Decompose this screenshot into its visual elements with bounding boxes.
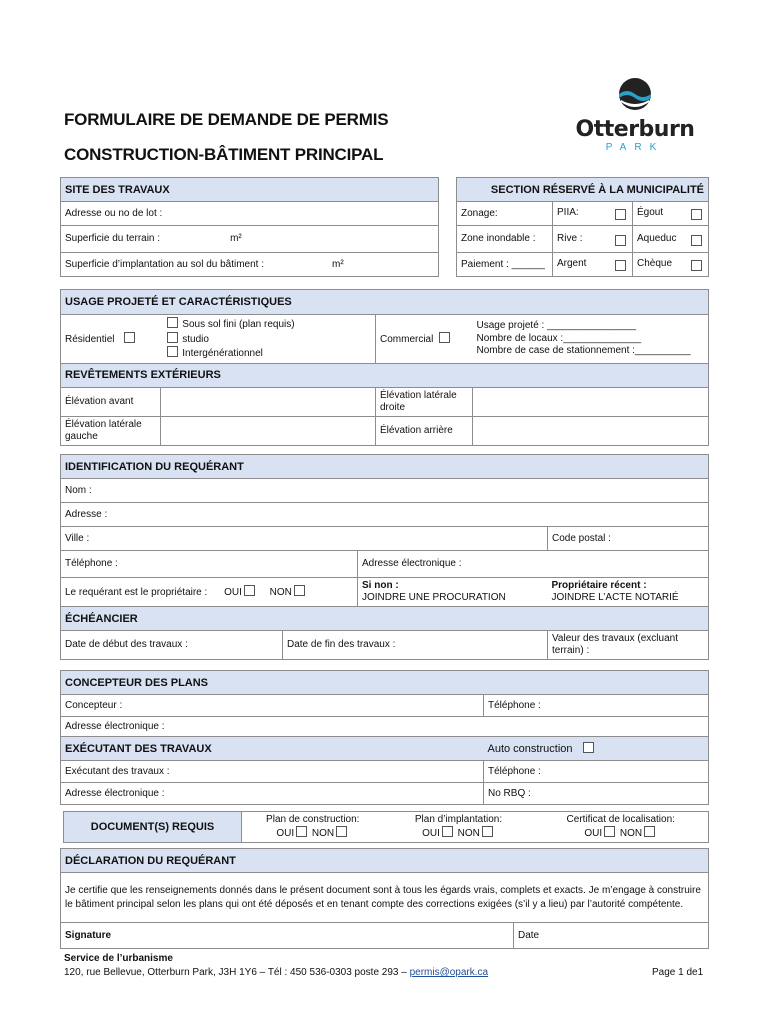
elevation-gauche-field[interactable] bbox=[161, 416, 376, 445]
form-subtitle: CONSTRUCTION-BÂTIMENT PRINCIPAL bbox=[64, 145, 384, 164]
concepteur-field[interactable]: Concepteur : bbox=[61, 695, 484, 717]
executant-courriel-field[interactable]: Adresse électronique : bbox=[61, 783, 484, 805]
argent-field[interactable]: Argent bbox=[553, 253, 633, 277]
plan-construction-option: Plan de construction: OUI NON bbox=[242, 812, 384, 843]
paiement-field[interactable]: Paiement : ______ bbox=[457, 253, 553, 277]
checkbox[interactable] bbox=[615, 209, 626, 220]
signature-field[interactable]: Signature bbox=[61, 923, 514, 949]
executant-header: EXÉCUTANT DES TRAVAUX bbox=[61, 737, 484, 761]
checkbox[interactable] bbox=[336, 826, 347, 837]
requerant-header: IDENTIFICATION DU REQUÉRANT bbox=[61, 455, 709, 479]
documents-table bbox=[63, 811, 709, 843]
footer-service: Service de l’urbanisme bbox=[64, 953, 173, 964]
telephone-field[interactable]: Téléphone : bbox=[61, 551, 358, 578]
aqueduc-field[interactable]: Aqueduc bbox=[633, 226, 709, 253]
requerant-table bbox=[60, 454, 709, 660]
checkbox[interactable] bbox=[439, 332, 450, 343]
site-address[interactable]: Adresse ou no de lot : bbox=[61, 202, 439, 226]
commercial-option[interactable]: Commercial bbox=[376, 315, 473, 364]
rive-field[interactable]: Rive : bbox=[553, 226, 633, 253]
otterburn-logo bbox=[565, 74, 705, 156]
certificat-option: Certificat de localisation: OUI NON bbox=[534, 812, 709, 843]
si-non-note: Si non : JOINDRE UNE PROCURATION bbox=[358, 578, 548, 607]
elevation-avant-field[interactable] bbox=[161, 387, 376, 416]
usage-table bbox=[60, 289, 709, 446]
site-header: SITE DES TRAVAUX bbox=[61, 178, 439, 202]
documents-header: DOCUMENT(S) REQUIS bbox=[64, 812, 242, 843]
elevation-droite-label: Élévation latérale droite bbox=[376, 387, 473, 416]
zone-inondable-field[interactable]: Zone inondable : bbox=[457, 226, 553, 253]
form-title: FORMULAIRE DE DEMANDE DE PERMIS bbox=[64, 110, 389, 129]
checkbox[interactable] bbox=[691, 235, 702, 246]
elevation-arriere-label: Élévation arrière bbox=[376, 416, 473, 445]
declaration-header: DÉCLARATION DU REQUÉRANT bbox=[61, 849, 709, 873]
checkbox[interactable] bbox=[482, 826, 493, 837]
footer-address: 120, rue Bellevue, Otterburn Park, J3H 1Y6 – Tél : 450 536-0303 poste 293 – permis@opark.ca bbox=[64, 967, 489, 978]
elevation-avant-label: Élévation avant bbox=[61, 387, 161, 416]
rbq-field[interactable]: No RBQ : bbox=[484, 783, 709, 805]
logo-name: Otterburn bbox=[575, 117, 695, 142]
elevation-gauche-label: Élévation latérale gauche bbox=[61, 416, 161, 445]
otter-logo-icon bbox=[565, 74, 705, 114]
executant-field[interactable]: Exécutant des travaux : bbox=[61, 761, 484, 783]
usage-header: USAGE PROJETÉ ET CARACTÉRISTIQUES bbox=[61, 290, 709, 315]
commercial-details[interactable]: Usage projeté : ________________ Nombre de locaux :______________ Nombre de case de stationnement :__________ bbox=[473, 315, 709, 364]
ville-field[interactable]: Ville : bbox=[61, 527, 548, 551]
municipal-table bbox=[456, 177, 709, 277]
date-fin-field[interactable]: Date de fin des travaux : bbox=[283, 631, 548, 660]
proprietaire-recent-note: Propriétaire récent : JOINDRE L’ACTE NOTARIÉ bbox=[548, 578, 709, 607]
logo-sub: PARK bbox=[605, 142, 665, 153]
site-land-area[interactable]: Superficie du terrain : m² bbox=[61, 226, 439, 253]
concepteur-telephone-field[interactable]: Téléphone : bbox=[484, 695, 709, 717]
courriel-field[interactable]: Adresse électronique : bbox=[358, 551, 709, 578]
valeur-travaux-field[interactable]: Valeur des travaux (excluant terrain) : bbox=[548, 631, 709, 660]
checkbox[interactable] bbox=[604, 826, 615, 837]
zonage-field[interactable]: Zonage: bbox=[457, 202, 553, 226]
revetements-header: REVÊTEMENTS EXTÉRIEURS bbox=[61, 363, 709, 387]
site-table bbox=[60, 177, 439, 277]
elevation-arriere-field[interactable] bbox=[473, 416, 709, 445]
checkbox[interactable] bbox=[124, 332, 135, 343]
proprietaire-field: Le requérant est le propriétaire : OUI NON bbox=[61, 578, 358, 607]
date-debut-field[interactable]: Date de début des travaux : bbox=[61, 631, 283, 660]
piia-field[interactable]: PIIA: bbox=[553, 202, 633, 226]
declaration-table bbox=[60, 848, 709, 949]
plan-implantation-option: Plan d’implantation: OUI NON bbox=[384, 812, 534, 843]
concepteur-courriel-field[interactable]: Adresse électronique : bbox=[61, 717, 709, 737]
echeancier-header: ÉCHÉANCIER bbox=[61, 607, 709, 631]
executant-telephone-field[interactable]: Téléphone : bbox=[484, 761, 709, 783]
site-footprint[interactable]: Superficie d’implantation au sol du bâtiment : m² bbox=[61, 253, 439, 277]
checkbox[interactable] bbox=[615, 260, 626, 271]
checkbox[interactable] bbox=[644, 826, 655, 837]
date-field[interactable]: Date bbox=[514, 923, 709, 949]
residentiel-options: Sous sol fini (plan requis) studio Intergénérationnel bbox=[161, 315, 376, 364]
adresse-field[interactable]: Adresse : bbox=[61, 503, 709, 527]
page-number: Page 1 de1 bbox=[652, 967, 704, 978]
checkbox[interactable] bbox=[296, 826, 307, 837]
checkbox[interactable] bbox=[691, 260, 702, 271]
auto-construction-option[interactable]: Auto construction bbox=[484, 737, 709, 761]
footer-email-link[interactable]: permis@opark.ca bbox=[409, 967, 489, 978]
checkbox[interactable] bbox=[615, 235, 626, 246]
checkbox[interactable] bbox=[583, 742, 594, 753]
checkbox[interactable] bbox=[167, 346, 178, 357]
checkbox[interactable] bbox=[442, 826, 453, 837]
oui-checkbox[interactable] bbox=[244, 585, 255, 596]
nom-field[interactable]: Nom : bbox=[61, 479, 709, 503]
checkbox[interactable] bbox=[691, 209, 702, 220]
checkbox[interactable] bbox=[167, 332, 178, 343]
residentiel-option[interactable]: Résidentiel bbox=[61, 315, 161, 364]
municipal-header: SECTION RÉSERVÉ À LA MUNICIPALITÉ bbox=[457, 178, 709, 202]
egout-field[interactable]: Égout bbox=[633, 202, 709, 226]
concepteur-header: CONCEPTEUR DES PLANS bbox=[61, 671, 709, 695]
checkbox[interactable] bbox=[167, 317, 178, 328]
declaration-text: Je certifie que les renseignements donnés dans le présent document sont à tous les égards vrais, complets et exacts. Je m’engage à construire le bâtiment principal selon les plans qui ont été déposés et en tenant compte des corrections exigées (s’il y a lieu) par l’autorité compétente. bbox=[61, 873, 709, 923]
cheque-field[interactable]: Chèque bbox=[633, 253, 709, 277]
non-checkbox[interactable] bbox=[294, 585, 305, 596]
code-postal-field[interactable]: Code postal : bbox=[548, 527, 709, 551]
concepteur-table bbox=[60, 670, 709, 805]
elevation-droite-field[interactable] bbox=[473, 387, 709, 416]
